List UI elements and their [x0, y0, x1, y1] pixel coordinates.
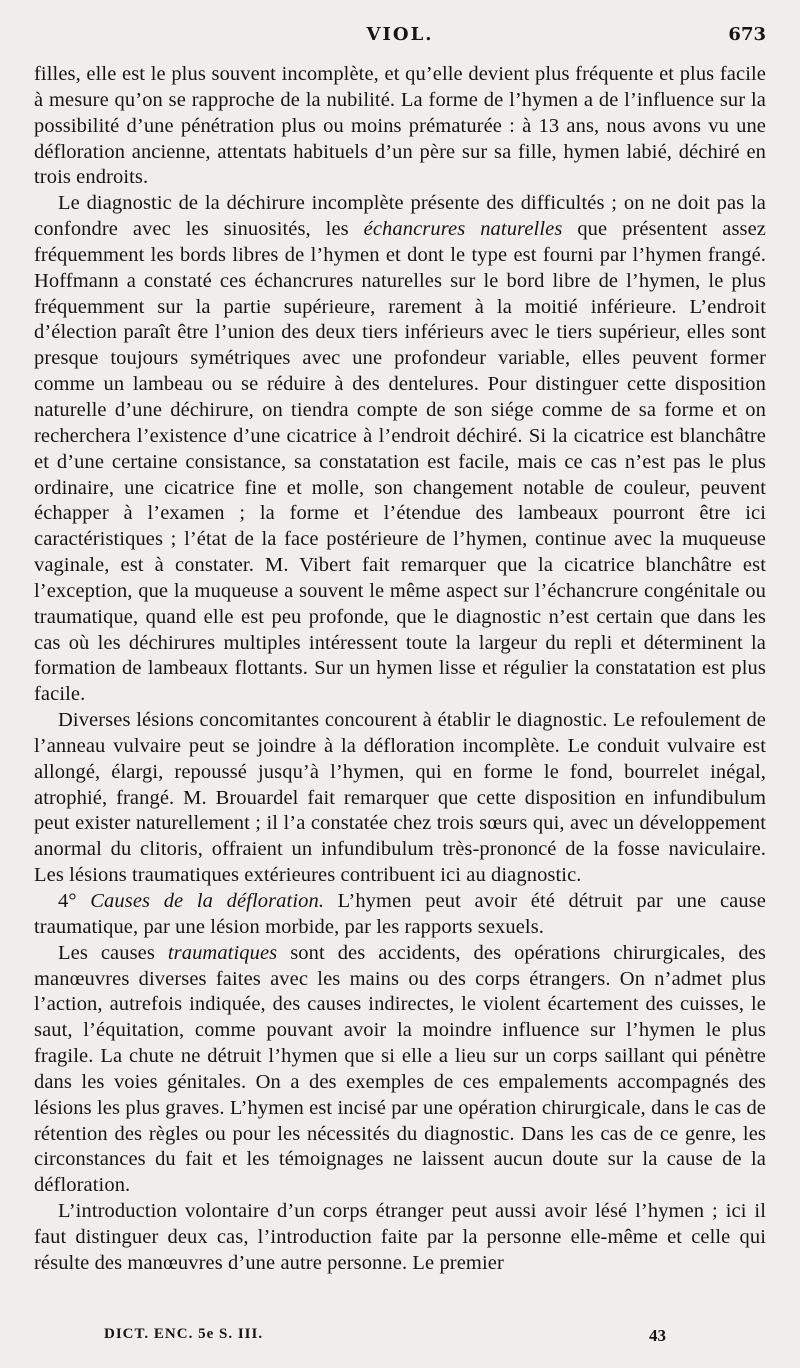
- signature-mark: DICT. ENC. 5e S. III.: [104, 1326, 264, 1342]
- paragraph-text: Diverses lésions concomitantes concourent à établir le diagnostic. Le refoulement de l’anneau vulvaire peut se joindre à la défloration incomplète. Le conduit vulvaire est allongé, élargi, repoussé jusqu’à l’hymen, qui en forme le fond, bourrelet inégal, atrophié, frangé. M. Brouardel fait remarquer que cette disposition en infundibulum peut exister naturellement ; il l’a constatée chez trois sœurs qui, avec un développement anormal du clitoris, offraient un infundibulum très-prononcé de la fosse naviculaire. Les lésions traumatiques extérieures contribuent ici au diagnostic.: [34, 709, 766, 887]
- paragraph-text: L’hymen peut avoir été détruit par une cause traumatique, par une lésion morbide, par les rapports sexuels.: [34, 890, 766, 938]
- paragraph: [34, 889, 766, 941]
- italic-text: traumatiques: [167, 941, 278, 964]
- running-header: [34, 24, 766, 54]
- paragraph-text: filles, elle est le plus souvent incomplète, et qu’elle devient plus fréquente et plus facile à mesure qu’on se rapproche de la nubilité. La forme de l’hymen a de l’influence sur la possibilité d’une pénétration plus ou moins prématurée : à 13 ans, nous avons vu une défloration ancienne, attentats habituels d’un père sur sa fille, hymen labié, déchiré en trois endroits.: [34, 63, 766, 189]
- paragraph: [34, 941, 766, 1199]
- paragraph: [34, 708, 766, 889]
- paragraph-text: L’introduction volontaire d’un corps étranger peut aussi avoir lésé l’hymen ; ici il faut distinguer deux cas, l’introduction faite par la personne elle-même et celle qui résulte des manœuvres d’une autre personne. Le premier: [34, 1200, 766, 1274]
- sheet-number: 43: [649, 1326, 666, 1345]
- paragraph: [34, 191, 766, 708]
- paragraph: [34, 62, 766, 191]
- italic-text: échancrures naturelles: [363, 218, 563, 241]
- paragraph: [34, 1199, 766, 1277]
- page-number: 673: [728, 24, 766, 45]
- body-text: [34, 62, 766, 1277]
- paragraph-text: Les causes: [58, 941, 168, 964]
- paragraph-text: que présentent assez fréquemment les bords libres de l’hymen et dont le type est fourni par l’hymen frangé. Hoffmann a constaté ces échancrures naturelles sur le bord libre de l’hymen, le plus fréquemment sur la partie supérieure, rarement à la moitié inférieure. L’endroit d’élection paraît être l’union des deux tiers inférieurs avec le tiers supérieur, elles sont presque toujours symétriques avec une profondeur variable, elles peuvent former comme un lambeau ou se réduire à des dentelures. Pour distinguer cette disposition naturelle d’une déchirure, on tiendra compte de son siége comme de sa forme et on recherchera l’existence d’une cicatrice à l’endroit déchiré. Si la cicatrice est blanchâtre et d’une certaine consistance, sa constatation est facile, mais ce cas n’est pas le plus ordinaire, une cicatrice fine et molle, son changement notable de couleur, peuvent échapper à l’examen ; la forme et l’étendue des lambeaux pourront être ici caractéristiques ; l’état de la face postérieure de l’hymen, continue avec la muqueuse vaginale, est à constater. M. Vibert fait remarquer que la cicatrice blanchâtre est l’exception, que la muqueuse a souvent le même aspect sur l’échancrure congénitale ou traumatique, quand elle est peu profonde, que le diagnostic n’est certain que dans les cas où les déchirures multiples intéressent toute la largeur du repli et déterminent la formation de lambeaux flottants. Sur un hymen lisse et régulier la constatation est plus facile.: [34, 218, 767, 706]
- paragraph-text: 4°: [58, 890, 91, 912]
- paragraph-text: Le diagnostic de la déchirure incomplète présente des difficultés ; on ne doit pas la confondre avec les sinuosités, les: [34, 192, 766, 241]
- running-title: VIOL.: [366, 24, 434, 45]
- italic-text: Causes de la défloration.: [90, 890, 325, 912]
- page-footer: [34, 1326, 766, 1350]
- paragraph-text: sont des accidents, des opérations chirurgicales, des manœuvres diverses faites avec les mains ou des corps étrangers. On n’admet plus l’action, autrefois indiquée, des causes indirectes, le violent écartement des cuisses, le saut, l’équitation, comme pouvant avoir la moindre influence sur l’hymen le plus fragile. La chute ne détruit l’hymen que si elle a lieu sur un corps saillant qui pénètre dans les voies génitales. On a des exemples de ces empalements accompagnés des lésions les plus graves. L’hymen est incisé par une opération chirurgicale, dans le cas de rétention des règles ou pour les nécessités du diagnostic. Dans les cas de ce genre, les circonstances du fait et les témoignages ne laissent aucun doute sur la cause de la défloration.: [34, 941, 766, 1197]
